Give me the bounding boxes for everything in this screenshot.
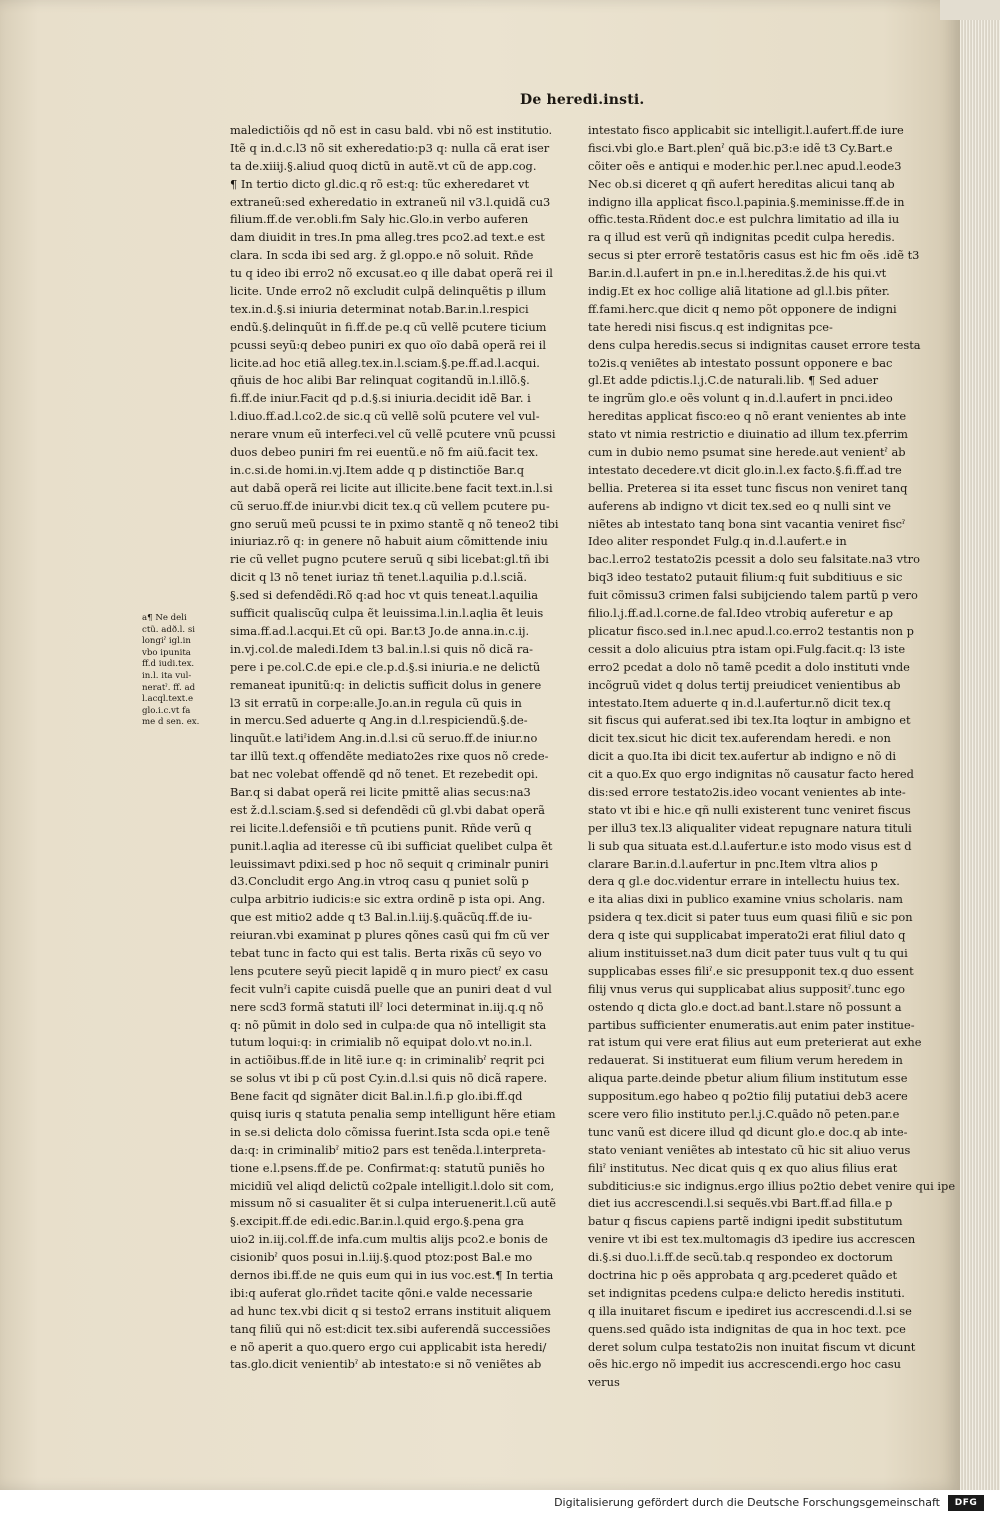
text-line: intestato fisco applicabit sic intelligit.l.aufert.ff.de iure — [588, 123, 904, 137]
text-line: linquũt.e latiˀidem Ang.in.d.l.si cũ seruo.ff.de iniur.no — [230, 731, 538, 746]
text-line: tate heredi nisi fiscus.q est indignitas pce- — [588, 319, 833, 334]
text-line: scere vero filio instituto per.l.j.C.quãdo nõ peten.par.e — [588, 1106, 900, 1121]
text-line: qñuis de hoc alibi Bar relinquat cogitandũ in.l.illõ.§. — [230, 373, 530, 388]
text-line: plicatur fisco.sed in.l.nec apud.l.co.erro2 testantis non p — [588, 623, 914, 638]
text-line: partibus sufficienter enumeratis.aut enim pater institue- — [588, 1017, 915, 1032]
text-line: batur q fiscus capiens partẽ indigni ipedit substitutum — [588, 1214, 903, 1229]
text-line: rei licite.l.defensiõi e tñ pcutiens punit. Rñde verũ q — [230, 820, 532, 835]
margin-annotation — [142, 613, 224, 729]
text-line: gno seruũ meũ pcussi te in pximo stantẽ q nõ teneo2 tibi — [230, 516, 559, 531]
text-line: diet ius accrescendi.l.si sequẽs.vbi Bart.ff.ad filla.e p — [588, 1196, 893, 1211]
text-line: tar illũ text.q offendẽte mediato2es rixe quos nõ crede- — [230, 749, 549, 764]
text-line: tione e.l.psens.ff.de pe. Confirmat:q: statutũ puniẽs ho — [230, 1160, 545, 1175]
text-line: bat nec volebat offendẽ qd nõ tenet. Et rezebedit opi. — [230, 767, 539, 782]
text-line: cõiter oẽs e antiqui e moder.hic per.l.nec apud.l.eode3 — [588, 158, 902, 173]
text-line: hereditas applicat fisco:eo q nõ erant venientes ab inte — [588, 409, 907, 424]
text-line: fuit cõmissu3 crimen falsi subijciendo talem partũ p vero — [588, 588, 918, 603]
text-line: rat istum qui vere erat filius aut eum preterierat aut exhe — [588, 1035, 922, 1050]
text-line: in se.si delicta dolo cõmissa fuerint.Ista scda opi.e tenẽ — [230, 1124, 551, 1139]
text-line: intestato.Item aduerte q in.d.l.aufertur.nõ dicit tex.q — [588, 695, 891, 710]
text-line: d3.Concludit ergo Ang.in vtroq casu q puniet solũ p — [230, 874, 529, 889]
margin-note-line: longiˀ igl.in — [142, 636, 191, 647]
margin-note-line: vbo ipunita — [142, 647, 191, 658]
text-line: clarare Bar.in.d.l.aufertur in pnc.Item vltra alios p — [588, 856, 878, 871]
text-line: in actiõibus.ff.de in litẽ iur.e q: in criminalibˀ reqrit pci — [230, 1053, 545, 1068]
text-line: cũ seruo.ff.de iniur.vbi dicit tex.q cũ vellem pcutere pu- — [230, 498, 550, 513]
text-line: indig.Et ex hoc collige aliã litatione ad gl.l.bis pñter. — [588, 284, 890, 299]
funding-credit: Digitalisierung gefördert durch die Deutsche Forschungsgemeinschaft — [554, 1496, 940, 1509]
text-line: sit fiscus qui auferat.sed ibi tex.Ita loqtur in ambigno et — [588, 713, 911, 728]
text-line: tas.glo.dicit venientibˀ ab intestato:e si nõ veniẽtes ab — [230, 1357, 542, 1372]
text-line: tanq filiũ qui nõ est:dicit tex.sibi auferendã successiões — [230, 1321, 551, 1336]
text-line: q illa inuitaret fiscum e ipediret ius accrescendi.d.l.si se — [588, 1303, 912, 1318]
text-line: biq3 ideo testato2 putauit filium:q fuit subditiuus e sic — [588, 570, 903, 585]
text-line: bellia. Preterea si ita esset tunc fiscus non veniret tanq — [588, 480, 908, 495]
text-line: indigno illa applicat fisco.l.papinia.§.meminisse.ff.de in — [588, 194, 905, 209]
text-line: l3 sit erratũ in corpe:alle.Jo.an.in regula cũ quis in — [230, 695, 522, 710]
footer-bar — [0, 1490, 1000, 1517]
text-line: in mercu.Sed aduerte q Ang.in d.l.respiciendũ.§.de- — [230, 713, 528, 728]
text-line: auferens ab indigno vt dicit tex.sed eo q nulli sint ve — [588, 498, 891, 513]
text-line: venire vt ibi est tex.multomagis d3 ipedire ius accrescen — [588, 1232, 916, 1247]
text-line: dicit tex.sicut hic dicit tex.auferendam heredi. e non — [588, 731, 891, 746]
text-line: ostendo q dicta glo.e doct.ad bant.l.stare nõ possunt a — [588, 999, 902, 1014]
text-line: erro2 pcedat a dolo nõ tamẽ pcedit a dolo instituti vnde — [588, 659, 910, 674]
text-line: dicit a quo.Ita ibi dicit tex.aufertur ab indigno e nõ di — [588, 749, 897, 764]
text-line: nerare vnum eũ interfeci.vel cũ vellẽ pcutere vnũ pcussi — [230, 427, 556, 442]
text-line: in.vj.col.de maledi.Idem t3 bal.in.l.si quis nõ dicã ra- — [230, 641, 533, 656]
text-line: dis:sed errore testato2is.ideo vocant venientes ab inte- — [588, 784, 906, 799]
text-line: oẽs hic.ergo nõ impedit ius accrescendi.ergo hoc casu — [588, 1357, 901, 1372]
text-line: suppositum.ego habeo q po2tio filij putatiui deb3 acere — [588, 1089, 908, 1104]
text-line: di.§.si duo.l.i.ff.de secũ.tab.q respondeo ex doctorum — [588, 1250, 893, 1265]
margin-note-line: ff.d iudi.tex. — [142, 659, 195, 670]
text-line: fecit vulnˀi capite cuisdã puelle que an puniri deat d vul — [230, 981, 552, 996]
text-line: extraneũ:sed exheredatio in extraneũ nil v3.l.quidã cu3 — [230, 194, 551, 209]
text-line: li sub qua situata est.d.l.aufertur.e isto modo visus est d — [588, 838, 912, 853]
page-edges — [960, 0, 1000, 1490]
margin-note-line: me d sen. ex. — [142, 717, 200, 728]
text-line: tutum loqui:q: in crimialib nõ equipat dolo.vt no.in.l. — [230, 1035, 533, 1050]
text-line: cit a quo.Ex quo ergo indignitas nõ causatur facto hered — [588, 767, 914, 782]
text-line: uio2 in.iij.col.ff.de infa.cum multis alijs pco2.e bonis de — [230, 1232, 548, 1247]
text-line: e nõ aperit a quo.quero ergo cui applicabit ista heredi/ — [230, 1339, 547, 1354]
text-line: leuissimavt pdixi.sed p hoc nõ sequit q criminalr puniri — [230, 856, 549, 871]
text-line: Ideo aliter respondet Fulg.q in.d.l.aufert.e in — [588, 534, 847, 549]
running-head: De heredi.insti. — [520, 92, 645, 108]
text-line: dicit q l3 nõ tenet iuriaz tñ tenet.l.aquilia p.d.l.sciã. — [230, 570, 527, 585]
text-line: stato veniant veniẽtes ab intestato cũ hic sit aliuo verus — [588, 1142, 911, 1157]
text-line: secus si pter errorẽ testatõris casus est hic fm oẽs .idẽ t3 — [588, 248, 920, 263]
text-line: remaneat ipunitũ:q: in delictis sufficit dolus in genere — [230, 677, 542, 692]
text-line: filio.l.j.ff.ad.l.corne.de fal.Ideo vtrobiq auferetur e ap — [588, 606, 894, 621]
text-line: ff.fami.herc.que dicit q nemo põt opponere de indigni — [588, 301, 897, 316]
text-line: alium instituisset.na3 dum dicit pater tuus vult q tu qui — [588, 945, 908, 960]
text-line: reiuran.vbi examinat p plures qõnes casũ qui fm cũ ver — [230, 928, 550, 943]
text-line: se solus vt ibi p cũ post Cy.in.d.l.si quis nõ dicã rapere. — [230, 1071, 548, 1086]
margin-note-line: neratˀ. ff. ad — [142, 682, 196, 693]
text-line: iniuriaz.rõ q: in genere nõ habuit aium cõmittende iniu — [230, 534, 548, 549]
text-line: q: nõ pũmit in dolo sed in culpa:de qua nõ intelligit sta — [230, 1017, 547, 1032]
text-line: psidera q tex.dicit si pater tuus eum quasi filiũ e sic pon — [588, 910, 913, 925]
text-line: pere i pe.col.C.de epi.e cle.p.d.§.si iniuria.e ne delictũ — [230, 659, 541, 674]
text-line: nere scd3 formã statuti illˀ loci determinat in.iij.q.q nõ — [230, 999, 544, 1014]
text-line: offic.testa.Rñdent doc.e est pulchra limitatio ad illa iu — [588, 212, 900, 227]
text-line: ad hunc tex.vbi dicit q si testo2 errans instituit aliquem — [230, 1303, 551, 1318]
text-line: est ž.d.l.sciam.§.sed si defendẽdi cũ gl.vbi dabat operã — [230, 802, 545, 817]
text-line: tu q ideo ibi erro2 nõ excusat.eo q ille dabat operã rei il — [230, 266, 553, 281]
text-line: ¶ In tertio dicto gl.dic.q rõ est:q: tũc exheredaret vt — [230, 176, 530, 191]
text-line: l.diuo.ff.ad.l.co2.de sic.q cũ vellẽ solũ pcutere vel vul- — [230, 409, 540, 424]
text-line: gl.Et adde pdictis.l.j.C.de naturali.lib. ¶ Sed aduer — [588, 373, 879, 388]
text-line: tunc vanũ est dicere illud qd dicunt glo.e doc.q ab inte- — [588, 1124, 908, 1139]
text-line: Nec ob.si diceret q qñ aufert hereditas alicui tanq ab — [588, 176, 895, 191]
text-line: stato vt ibi e hic.e qñ nulli existerent tunc veniret fiscus — [588, 802, 911, 817]
text-line: incõgruũ videt q dolus tertij preiudicet venientibus ab — [588, 677, 901, 692]
text-line: subditicius:e sic indignus.ergo illius po2tio debet venire qui ipe — [588, 1178, 956, 1193]
text-line: sufficit qualiscũq culpa ẽt leuissima.l.in.l.aqlia ẽt leuis — [230, 606, 544, 621]
text-line: micidiũ vel aliqd delictũ co2pale intelligit.l.dolo sit com, — [230, 1178, 555, 1193]
text-line: per illu3 tex.l3 aliqualiter videat repugnare natura tituli — [588, 820, 912, 835]
text-line: quisq iuris q statuta penalia semp intelligunt hẽre etiam — [230, 1106, 556, 1121]
text-line: maledictiõis qd nõ est in casu bald. vbi nõ est institutio. — [230, 123, 553, 137]
text-line: dera q iste qui supplicabat imperato2i erat filiul dato q — [588, 928, 906, 943]
text-line: tebat tunc in facto qui est talis. Berta rixãs cũ seyo vo — [230, 945, 542, 960]
text-line: tex.in.d.§.si iniuria determinat notab.Bar.in.l.respici — [230, 301, 529, 316]
text-line: intestato decedere.vt dicit glo.in.l.ex facto.§.fi.ff.ad tre — [588, 462, 902, 477]
text-line: clara. In scda ibi sed arg. ž gl.oppo.e nõ soluit. Rñde — [230, 248, 534, 263]
text-line: duos debeo puniri fm rei euentũ.e nõ fm aiũ.facit tex. — [230, 445, 539, 460]
text-line: supplicabas esses filiˀ.e sic presupponit tex.q duo essent — [588, 963, 914, 978]
text-line: pcussi seyũ:q debeo puniri ex quo oĩo dabã operã rei il — [230, 337, 547, 352]
text-line: culpa arbitrio iudicis:e sic extra ordinẽ p ista opi. Ang. — [230, 892, 546, 907]
margin-note-line: l.acql.text.e — [142, 694, 194, 705]
text-line: verus — [588, 1375, 620, 1390]
margin-note-line: ctũ. adð.l. si — [142, 624, 196, 635]
text-line: e ita alias dixi in publico examine vnius scholaris. nam — [588, 892, 903, 907]
text-line: §.sed si defendẽdi.Rõ q:ad hoc vt quis teneat.l.aquilia — [230, 588, 539, 603]
text-line: ra q illud est verũ qñ indignitas pcedit culpa heredis. — [588, 230, 895, 245]
text-line: Bene facit qd signãter dicit Bal.in.l.fi.p glo.ibi.ff.qd — [230, 1089, 523, 1104]
text-line: te ingrũm glo.e oẽs volunt q in.d.l.aufert in pnci.ideo — [588, 391, 893, 406]
text-line: Itẽ q in.d.c.l3 nõ sit exheredatio:p3 q: nulla cã erat iser — [230, 140, 550, 155]
page-edge-top — [940, 0, 1000, 20]
text-line: cisionibˀ quos posui in.l.iij.§.quod ptoz:post Bal.e mo — [230, 1250, 533, 1265]
right-text-column — [588, 122, 956, 1392]
text-line: dernos ibi.ff.de ne quis eum qui in ius voc.est.¶ In tertia — [230, 1268, 554, 1282]
text-line: dera q gl.e doc.videntur errare in intellectu huius tex. — [588, 874, 900, 889]
text-line: licite. Unde erro2 nõ excludit culpã delinquẽtis p illum — [230, 284, 547, 299]
text-line: que est mitio2 adde q t3 Bal.in.l.iij.§.quãcũq.ff.de iu- — [230, 910, 533, 925]
text-line: cessit a dolo alicuius ptra istam opi.Fulg.facit.q: l3 iste — [588, 641, 906, 656]
text-line: ta de.xiiij.§.aliud quoq dictũ in autẽ.vt cũ de app.cog. — [230, 158, 537, 173]
margin-note-line: glo.i.c.vt fa — [142, 705, 191, 716]
left-text-column — [230, 122, 560, 1374]
text-line: redauerat. Si instituerat eum filium verum heredem in — [588, 1053, 903, 1068]
text-line: §.excipit.ff.de edi.edic.Bar.in.l.quid ergo.§.pena gra — [230, 1214, 524, 1229]
text-line: stato vt nimia restrictio e diuinatio ad illum tex.pferrim — [588, 427, 908, 442]
text-line: ibi:q auferat glo.rñdet tacite qõni.e valde necessarie — [230, 1285, 533, 1300]
text-line: deret solum culpa testato2is non inuitat fiscum vt dicunt — [588, 1339, 916, 1354]
text-line: filij vnus verus qui supplicabat alius suppositˀ.tunc ego — [588, 981, 905, 996]
text-line: in.c.si.de homi.in.vj.Item adde q p distinctiõe Bar.q — [230, 462, 525, 477]
text-line: aut dabã operã rei licite aut illicite.bene facit text.in.l.si — [230, 480, 553, 495]
text-line: cum in dubio nemo psumat sine herede.aut venientˀ ab — [588, 445, 906, 460]
text-line: Bar.in.d.l.aufert in pn.e in.l.hereditas.ž.de his qui.vt — [588, 266, 887, 281]
text-line: Bar.q si dabat operã rei licite pmittẽ alias secus:na3 — [230, 784, 531, 799]
text-line: dens culpa heredis.secus si indignitas causet errore testa — [588, 337, 921, 352]
text-line: set indignitas pcedens culpa:e delicto heredis instituti. — [588, 1285, 905, 1300]
text-line: rie cũ vellet pugno pcutere seruũ q sibi licebat:gl.tñ ibi — [230, 552, 549, 567]
text-line: filiˀ institutus. Nec dicat quis q ex quo alius filius erat — [588, 1160, 898, 1175]
dfg-logo: DFG — [948, 1495, 984, 1511]
text-line: quens.sed quãdo ista indignitas de qua in hoc text. pce — [588, 1321, 906, 1336]
text-line: bac.l.erro2 testato2is pcessit a dolo seu falsitate.na3 vtro — [588, 552, 920, 567]
text-line: filium.ff.de ver.obli.fm Saly hic.Glo.in verbo auferen — [230, 212, 529, 227]
text-line: da:q: in criminalibˀ mitio2 pars est tenẽda.l.interpreta- — [230, 1142, 546, 1157]
text-line: sima.ff.ad.l.acqui.Et cũ opi. Bar.t3 Jo.de anna.in.c.ij. — [230, 623, 530, 638]
text-line: missum nõ si casualiter ẽt si culpa interuenerit.l.cũ autẽ — [230, 1196, 556, 1211]
margin-note-line: in.l. ita vul- — [142, 670, 192, 681]
text-line: fi.ff.de iniur.Facit qd p.d.§.si iniuria.decidit idẽ Bar. i — [230, 391, 531, 406]
text-line: licite.ad hoc etiã alleg.tex.in.l.sciam.§.pe.ff.ad.l.acqui. — [230, 355, 540, 370]
text-line: dam diuidit in tres.In pma alleg.tres pco2.ad text.e est — [230, 230, 545, 245]
margin-note-line: a¶ Ne deli — [142, 613, 187, 623]
text-line: doctrina hic p oẽs approbata q arg.pcederet quãdo et — [588, 1268, 898, 1282]
text-line: punit.l.aqlia ad iteresse cũ ibi sufficiat quelibet culpa ẽt — [230, 838, 553, 853]
text-line: endũ.§.delinquũt in fi.ff.de pe.q cũ vellẽ pcutere ticium — [230, 319, 547, 334]
text-line: to2is.q veniẽtes ab intestato possunt opponere e bac — [588, 355, 893, 370]
text-line: lens pcutere seyũ piecit lapidẽ q in muro piectˀ ex casu — [230, 963, 549, 978]
text-line: aliqua parte.deinde pbetur alium filium institutum esse — [588, 1071, 908, 1086]
text-line: fisci.vbi glo.e Bart.plenˀ quã bic.p3:e idẽ t3 Cy.Bart.e — [588, 140, 893, 155]
text-line: niẽtes ab intestato tanq bona sint vacantia veniret fiscˀ — [588, 516, 906, 531]
